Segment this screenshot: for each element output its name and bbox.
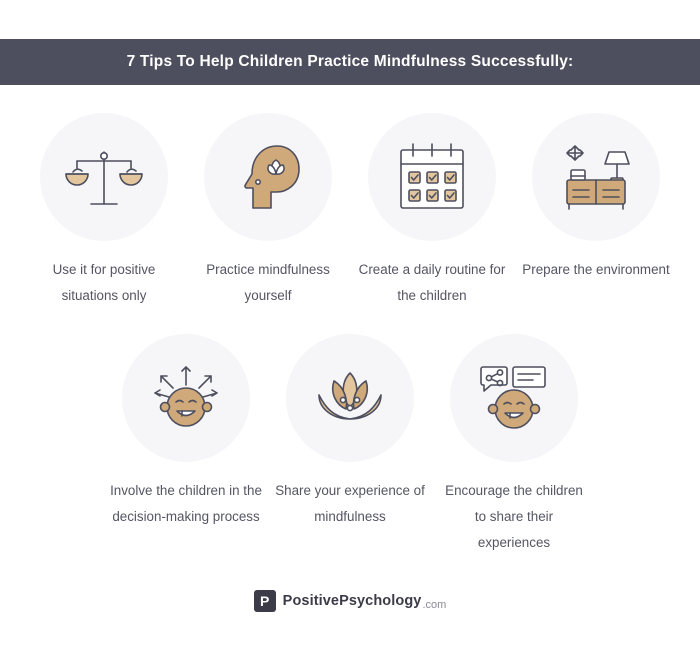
tip-item [22,113,186,309]
tip-label: Prepare the environment [522,262,670,277]
tips-row-2 [0,334,700,556]
tip-item [514,113,678,309]
icon-circle [40,113,168,241]
tip-label: Involve the children in the decision-making process [110,483,262,524]
calendar-checklist-icon [389,134,475,220]
child-sharing-chat-icon [471,355,557,441]
icon-circle [532,113,660,241]
brand-tld: .com [422,599,447,611]
brand-name: PositivePsychology [282,593,422,609]
tip-item [432,334,596,556]
footer-branding [0,590,700,612]
page-title: 7 Tips To Help Children Practice Mindfulness Successfully: [126,53,574,70]
icon-circle [286,334,414,462]
tips-row-1 [0,113,700,309]
brand-logo-icon [254,590,276,612]
icon-circle [122,334,250,462]
tip-label: Encourage the children to share their experiences [445,483,583,550]
lotus-flower-icon [307,355,393,441]
tip-label: Create a daily routine for the children [358,262,506,303]
brand-logo-letter: P [260,593,270,609]
child-decision-arrows-icon [143,355,229,441]
header-bar [0,39,700,85]
tip-item [186,113,350,309]
icon-circle [368,113,496,241]
balance-scale-icon [61,134,147,220]
icon-circle [450,334,578,462]
icon-circle [204,113,332,241]
tip-label: Use it for positive situations only [52,262,156,303]
tip-label: Share your experience of mindfulness [275,483,425,524]
tip-item [104,334,268,556]
head-lotus-icon [225,134,311,220]
tip-item [268,334,432,556]
room-furniture-icon [553,134,639,220]
tip-label: Practice mindfulness yourself [206,262,330,303]
tip-item [350,113,514,309]
